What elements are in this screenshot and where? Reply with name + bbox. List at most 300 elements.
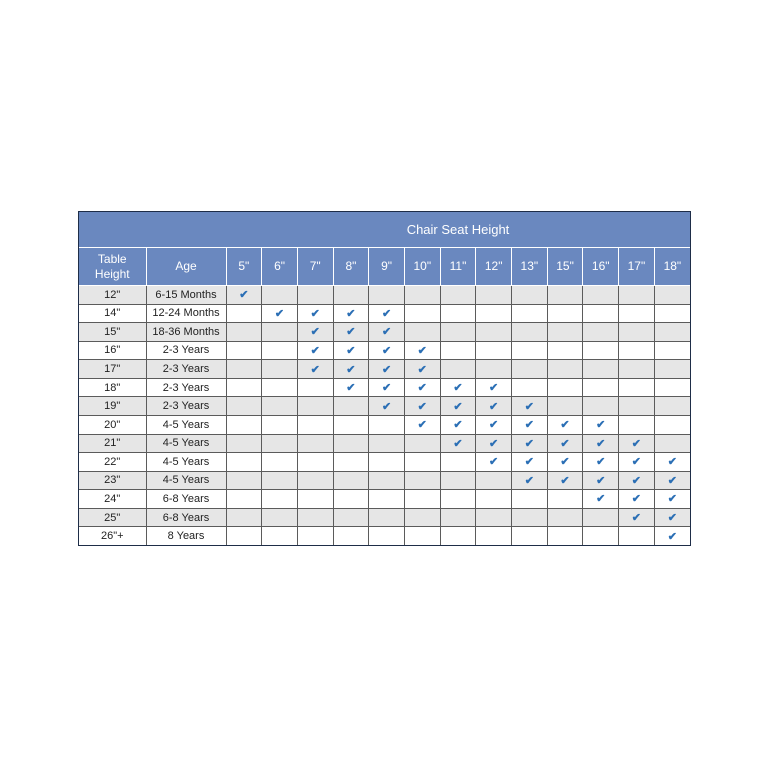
checkmark-icon: ✔ [524,437,534,450]
checkmark-icon: ✔ [381,382,392,395]
checkmark-icon: ✔ [667,493,677,506]
compatibility-cell [583,415,619,434]
seat-height-column-header: 17" [619,248,655,286]
compatibility-cell [404,360,440,379]
compatibility-cell [333,508,369,527]
compatibility-cell [547,508,583,527]
seat-height-column-header: 8" [333,248,369,286]
compatibility-cell [369,341,405,360]
compatibility-cell [404,341,440,360]
checkmark-icon: ✔ [596,419,606,432]
age-cell: 6-8 Years [146,490,226,509]
compatibility-cell [333,471,369,490]
checkmark-icon: ✔ [560,474,570,487]
table-height-cell: 12" [79,286,146,305]
compatibility-cell [226,453,262,472]
compatibility-cell [262,471,298,490]
checkmark-icon: ✔ [596,493,606,506]
compatibility-cell [547,397,583,416]
group-header-spacer [79,212,226,248]
table-row [79,471,690,490]
compatibility-cell [369,453,405,472]
table-height-cell: 23" [79,471,146,490]
checkmark-icon: ✔ [596,456,606,469]
compatibility-cell [476,341,512,360]
table-row [79,286,690,305]
compatibility-cell [512,527,548,545]
age-cell: 4-5 Years [146,453,226,472]
compatibility-cell [262,415,298,434]
compatibility-cell [619,508,655,527]
seat-height-column-header: 13" [512,248,548,286]
compatibility-cell [404,527,440,545]
table-height-cell: 20" [79,415,146,434]
compatibility-cell [547,378,583,397]
checkmark-icon: ✔ [524,400,534,413]
compatibility-cell [297,360,333,379]
compatibility-cell [547,527,583,545]
compatibility-cell [262,490,298,509]
checkmark-icon: ✔ [631,456,642,469]
compatibility-cell [547,490,583,509]
checkmark-icon: ✔ [596,437,606,450]
compatibility-cell [512,323,548,342]
compatibility-cell [619,378,655,397]
compatibility-cell [512,286,548,305]
compatibility-cell [262,434,298,453]
compatibility-cell [262,378,298,397]
checkmark-icon: ✔ [381,307,392,320]
age-header: Age [146,248,226,286]
compatibility-cell [619,304,655,323]
compatibility-cell [512,453,548,472]
compatibility-cell [440,360,476,379]
compatibility-cell [440,323,476,342]
compatibility-cell [440,490,476,509]
compatibility-cell [583,490,619,509]
table-row [79,341,690,360]
table-height-cell: 18" [79,378,146,397]
compatibility-cell [333,378,369,397]
compatibility-cell [583,471,619,490]
compatibility-cell [583,323,619,342]
compatibility-cell [226,304,262,323]
compatibility-cell [440,471,476,490]
compatibility-cell [619,415,655,434]
compatibility-cell [654,471,690,490]
seat-height-column-header: 12" [476,248,512,286]
checkmark-icon: ✔ [453,400,463,413]
compatibility-cell [440,508,476,527]
checkmark-icon: ✔ [524,456,534,469]
compatibility-cell [476,415,512,434]
compatibility-cell [583,508,619,527]
compatibility-cell [654,527,690,545]
compatibility-cell [583,397,619,416]
table-row [79,360,690,379]
group-header-row [79,212,690,248]
compatibility-cell [654,323,690,342]
compatibility-cell [547,453,583,472]
compatibility-cell [512,341,548,360]
compatibility-cell [512,490,548,509]
compatibility-cell [333,490,369,509]
compatibility-cell [512,508,548,527]
compatibility-cell [226,286,262,305]
checkmark-icon: ✔ [453,382,463,395]
seat-height-column-header: 10" [404,248,440,286]
compatibility-cell [404,471,440,490]
compatibility-cell [654,434,690,453]
compatibility-cell [369,434,405,453]
checkmark-icon: ✔ [346,307,356,320]
table-height-cell: 25" [79,508,146,527]
checkmark-icon: ✔ [453,419,463,432]
compatibility-cell [619,360,655,379]
table-height-cell: 17" [79,360,146,379]
compatibility-cell [512,415,548,434]
compatibility-cell [440,341,476,360]
compatibility-cell [583,434,619,453]
age-cell: 2-3 Years [146,378,226,397]
checkmark-icon: ✔ [489,400,499,413]
checkmark-icon: ✔ [381,326,392,339]
checkmark-icon: ✔ [667,530,677,543]
table-height-cell: 19" [79,397,146,416]
compatibility-cell [547,286,583,305]
checkmark-icon: ✔ [346,326,356,339]
checkmark-icon: ✔ [560,419,570,432]
compatibility-cell [654,286,690,305]
compatibility-cell [226,527,262,545]
compatibility-cell [404,304,440,323]
compatibility-cell [297,323,333,342]
compatibility-cell [583,341,619,360]
compatibility-cell [333,286,369,305]
compatibility-cell [654,341,690,360]
compatibility-cell [369,304,405,323]
compatibility-cell [440,397,476,416]
seat-height-chart [78,211,691,546]
checkmark-icon: ✔ [631,512,642,525]
checkmark-icon: ✔ [489,456,499,469]
checkmark-icon: ✔ [489,382,499,395]
seat-height-table [79,212,690,545]
checkmark-icon: ✔ [346,382,356,395]
compatibility-cell [333,453,369,472]
checkmark-icon: ✔ [596,474,606,487]
compatibility-cell [654,453,690,472]
table-height-header: Table Height [79,248,146,286]
checkmark-icon: ✔ [310,326,320,339]
compatibility-cell [512,378,548,397]
compatibility-cell [476,527,512,545]
compatibility-cell [369,397,405,416]
compatibility-cell [619,397,655,416]
compatibility-cell [226,415,262,434]
compatibility-cell [297,508,333,527]
checkmark-icon: ✔ [310,344,320,357]
seat-height-column-header: 15" [547,248,583,286]
compatibility-cell [512,471,548,490]
checkmark-icon: ✔ [417,400,427,413]
table-height-cell: 22" [79,453,146,472]
checkmark-icon: ✔ [417,363,427,376]
compatibility-cell [369,415,405,434]
table-height-cell: 16" [79,341,146,360]
compatibility-cell [583,527,619,545]
compatibility-cell [369,527,405,545]
compatibility-cell [262,453,298,472]
compatibility-cell [226,508,262,527]
compatibility-cell [512,360,548,379]
checkmark-icon: ✔ [239,289,249,302]
compatibility-cell [583,304,619,323]
checkmark-icon: ✔ [631,474,642,487]
compatibility-cell [619,490,655,509]
compatibility-cell [440,378,476,397]
compatibility-cell [297,471,333,490]
compatibility-cell [476,304,512,323]
compatibility-cell [440,415,476,434]
compatibility-cell [369,286,405,305]
seat-height-column-header: 7" [297,248,333,286]
compatibility-cell [654,360,690,379]
table-height-cell: 24" [79,490,146,509]
compatibility-cell [297,397,333,416]
age-cell: 2-3 Years [146,397,226,416]
column-header-row [79,248,690,286]
compatibility-cell [297,415,333,434]
compatibility-cell [512,304,548,323]
compatibility-cell [547,323,583,342]
table-row [79,453,690,472]
age-cell: 4-5 Years [146,434,226,453]
seat-height-column-header: 16" [583,248,619,286]
compatibility-cell [404,415,440,434]
compatibility-cell [262,508,298,527]
compatibility-cell [297,378,333,397]
compatibility-cell [547,434,583,453]
compatibility-cell [654,508,690,527]
compatibility-cell [262,323,298,342]
compatibility-cell [619,434,655,453]
compatibility-cell [262,286,298,305]
compatibility-cell [547,304,583,323]
seat-height-column-header: 9" [369,248,405,286]
compatibility-cell [369,378,405,397]
table-row [79,434,690,453]
compatibility-cell [333,360,369,379]
checkmark-icon: ✔ [667,456,677,469]
compatibility-cell [547,360,583,379]
compatibility-cell [333,434,369,453]
compatibility-cell [654,378,690,397]
seat-height-column-header: 6" [262,248,298,286]
compatibility-cell [512,434,548,453]
age-cell: 6-8 Years [146,508,226,527]
table-row [79,304,690,323]
table-height-cell: 15" [79,323,146,342]
checkmark-icon: ✔ [381,363,392,376]
compatibility-cell [226,360,262,379]
checkmark-icon: ✔ [346,363,356,376]
table-row [79,378,690,397]
age-cell: 4-5 Years [146,415,226,434]
compatibility-cell [404,434,440,453]
compatibility-cell [262,527,298,545]
compatibility-cell [476,471,512,490]
compatibility-cell [619,323,655,342]
table-row [79,415,690,434]
checkmark-icon: ✔ [381,400,392,413]
checkmark-icon: ✔ [310,307,320,320]
compatibility-cell [476,490,512,509]
compatibility-cell [262,304,298,323]
compatibility-cell [476,286,512,305]
compatibility-cell [512,397,548,416]
compatibility-cell [262,360,298,379]
seat-height-column-header: 5" [226,248,262,286]
checkmark-icon: ✔ [489,437,499,450]
checkmark-icon: ✔ [346,344,356,357]
compatibility-cell [476,378,512,397]
compatibility-cell [262,397,298,416]
compatibility-cell [297,304,333,323]
compatibility-cell [297,434,333,453]
compatibility-cell [333,415,369,434]
compatibility-cell [333,323,369,342]
compatibility-cell [369,508,405,527]
compatibility-cell [404,508,440,527]
chair-seat-height-header: Chair Seat Height [226,212,690,248]
table-row [79,397,690,416]
checkmark-icon: ✔ [667,512,677,525]
age-cell: 18-36 Months [146,323,226,342]
checkmark-icon: ✔ [417,344,427,357]
compatibility-cell [404,323,440,342]
compatibility-cell [547,415,583,434]
compatibility-cell [654,304,690,323]
compatibility-cell [297,490,333,509]
age-cell: 2-3 Years [146,360,226,379]
compatibility-cell [547,471,583,490]
checkmark-icon: ✔ [560,437,570,450]
compatibility-cell [226,471,262,490]
compatibility-cell [369,471,405,490]
checkmark-icon: ✔ [310,363,320,376]
compatibility-cell [547,341,583,360]
compatibility-cell [369,360,405,379]
checkmark-icon: ✔ [381,344,392,357]
compatibility-cell [333,304,369,323]
compatibility-cell [226,323,262,342]
compatibility-cell [404,286,440,305]
age-cell: 4-5 Years [146,471,226,490]
age-cell: 8 Years [146,527,226,545]
compatibility-cell [404,453,440,472]
compatibility-cell [440,286,476,305]
age-cell: 12-24 Months [146,304,226,323]
table-height-cell: 14" [79,304,146,323]
compatibility-cell [297,286,333,305]
compatibility-cell [583,286,619,305]
compatibility-cell [476,453,512,472]
checkmark-icon: ✔ [524,419,534,432]
compatibility-cell [297,341,333,360]
checkmark-icon: ✔ [274,307,285,320]
compatibility-cell [440,434,476,453]
compatibility-cell [619,341,655,360]
compatibility-cell [476,508,512,527]
compatibility-cell [333,341,369,360]
age-cell: 6-15 Months [146,286,226,305]
compatibility-cell [262,341,298,360]
compatibility-cell [333,397,369,416]
age-cell: 2-3 Years [146,341,226,360]
checkmark-icon: ✔ [489,419,499,432]
table-row [79,527,690,545]
compatibility-cell [619,453,655,472]
compatibility-cell [654,397,690,416]
compatibility-cell [654,490,690,509]
checkmark-icon: ✔ [667,474,677,487]
table-row [79,508,690,527]
compatibility-cell [226,341,262,360]
compatibility-cell [476,323,512,342]
compatibility-cell [226,490,262,509]
compatibility-cell [226,397,262,416]
compatibility-cell [583,360,619,379]
seat-height-column-header: 11" [440,248,476,286]
seat-height-column-header: 18" [654,248,690,286]
compatibility-cell [369,323,405,342]
compatibility-cell [404,397,440,416]
compatibility-cell [583,378,619,397]
checkmark-icon: ✔ [453,437,463,450]
compatibility-cell [619,471,655,490]
compatibility-cell [404,490,440,509]
compatibility-cell [440,453,476,472]
compatibility-cell [476,434,512,453]
checkmark-icon: ✔ [524,474,534,487]
table-height-cell: 21" [79,434,146,453]
table-height-cell: 26"+ [79,527,146,545]
compatibility-cell [226,378,262,397]
compatibility-cell [476,397,512,416]
compatibility-cell [476,360,512,379]
compatibility-cell [654,415,690,434]
checkmark-icon: ✔ [631,437,642,450]
compatibility-cell [619,527,655,545]
checkmark-icon: ✔ [417,382,427,395]
checkmark-icon: ✔ [631,493,642,506]
compatibility-cell [440,304,476,323]
compatibility-cell [226,434,262,453]
table-body [79,286,690,546]
compatibility-cell [440,527,476,545]
checkmark-icon: ✔ [417,419,427,432]
compatibility-cell [369,490,405,509]
compatibility-cell [297,527,333,545]
compatibility-cell [297,453,333,472]
compatibility-cell [404,378,440,397]
compatibility-cell [333,527,369,545]
compatibility-cell [583,453,619,472]
table-row [79,323,690,342]
table-row [79,490,690,509]
checkmark-icon: ✔ [560,456,570,469]
